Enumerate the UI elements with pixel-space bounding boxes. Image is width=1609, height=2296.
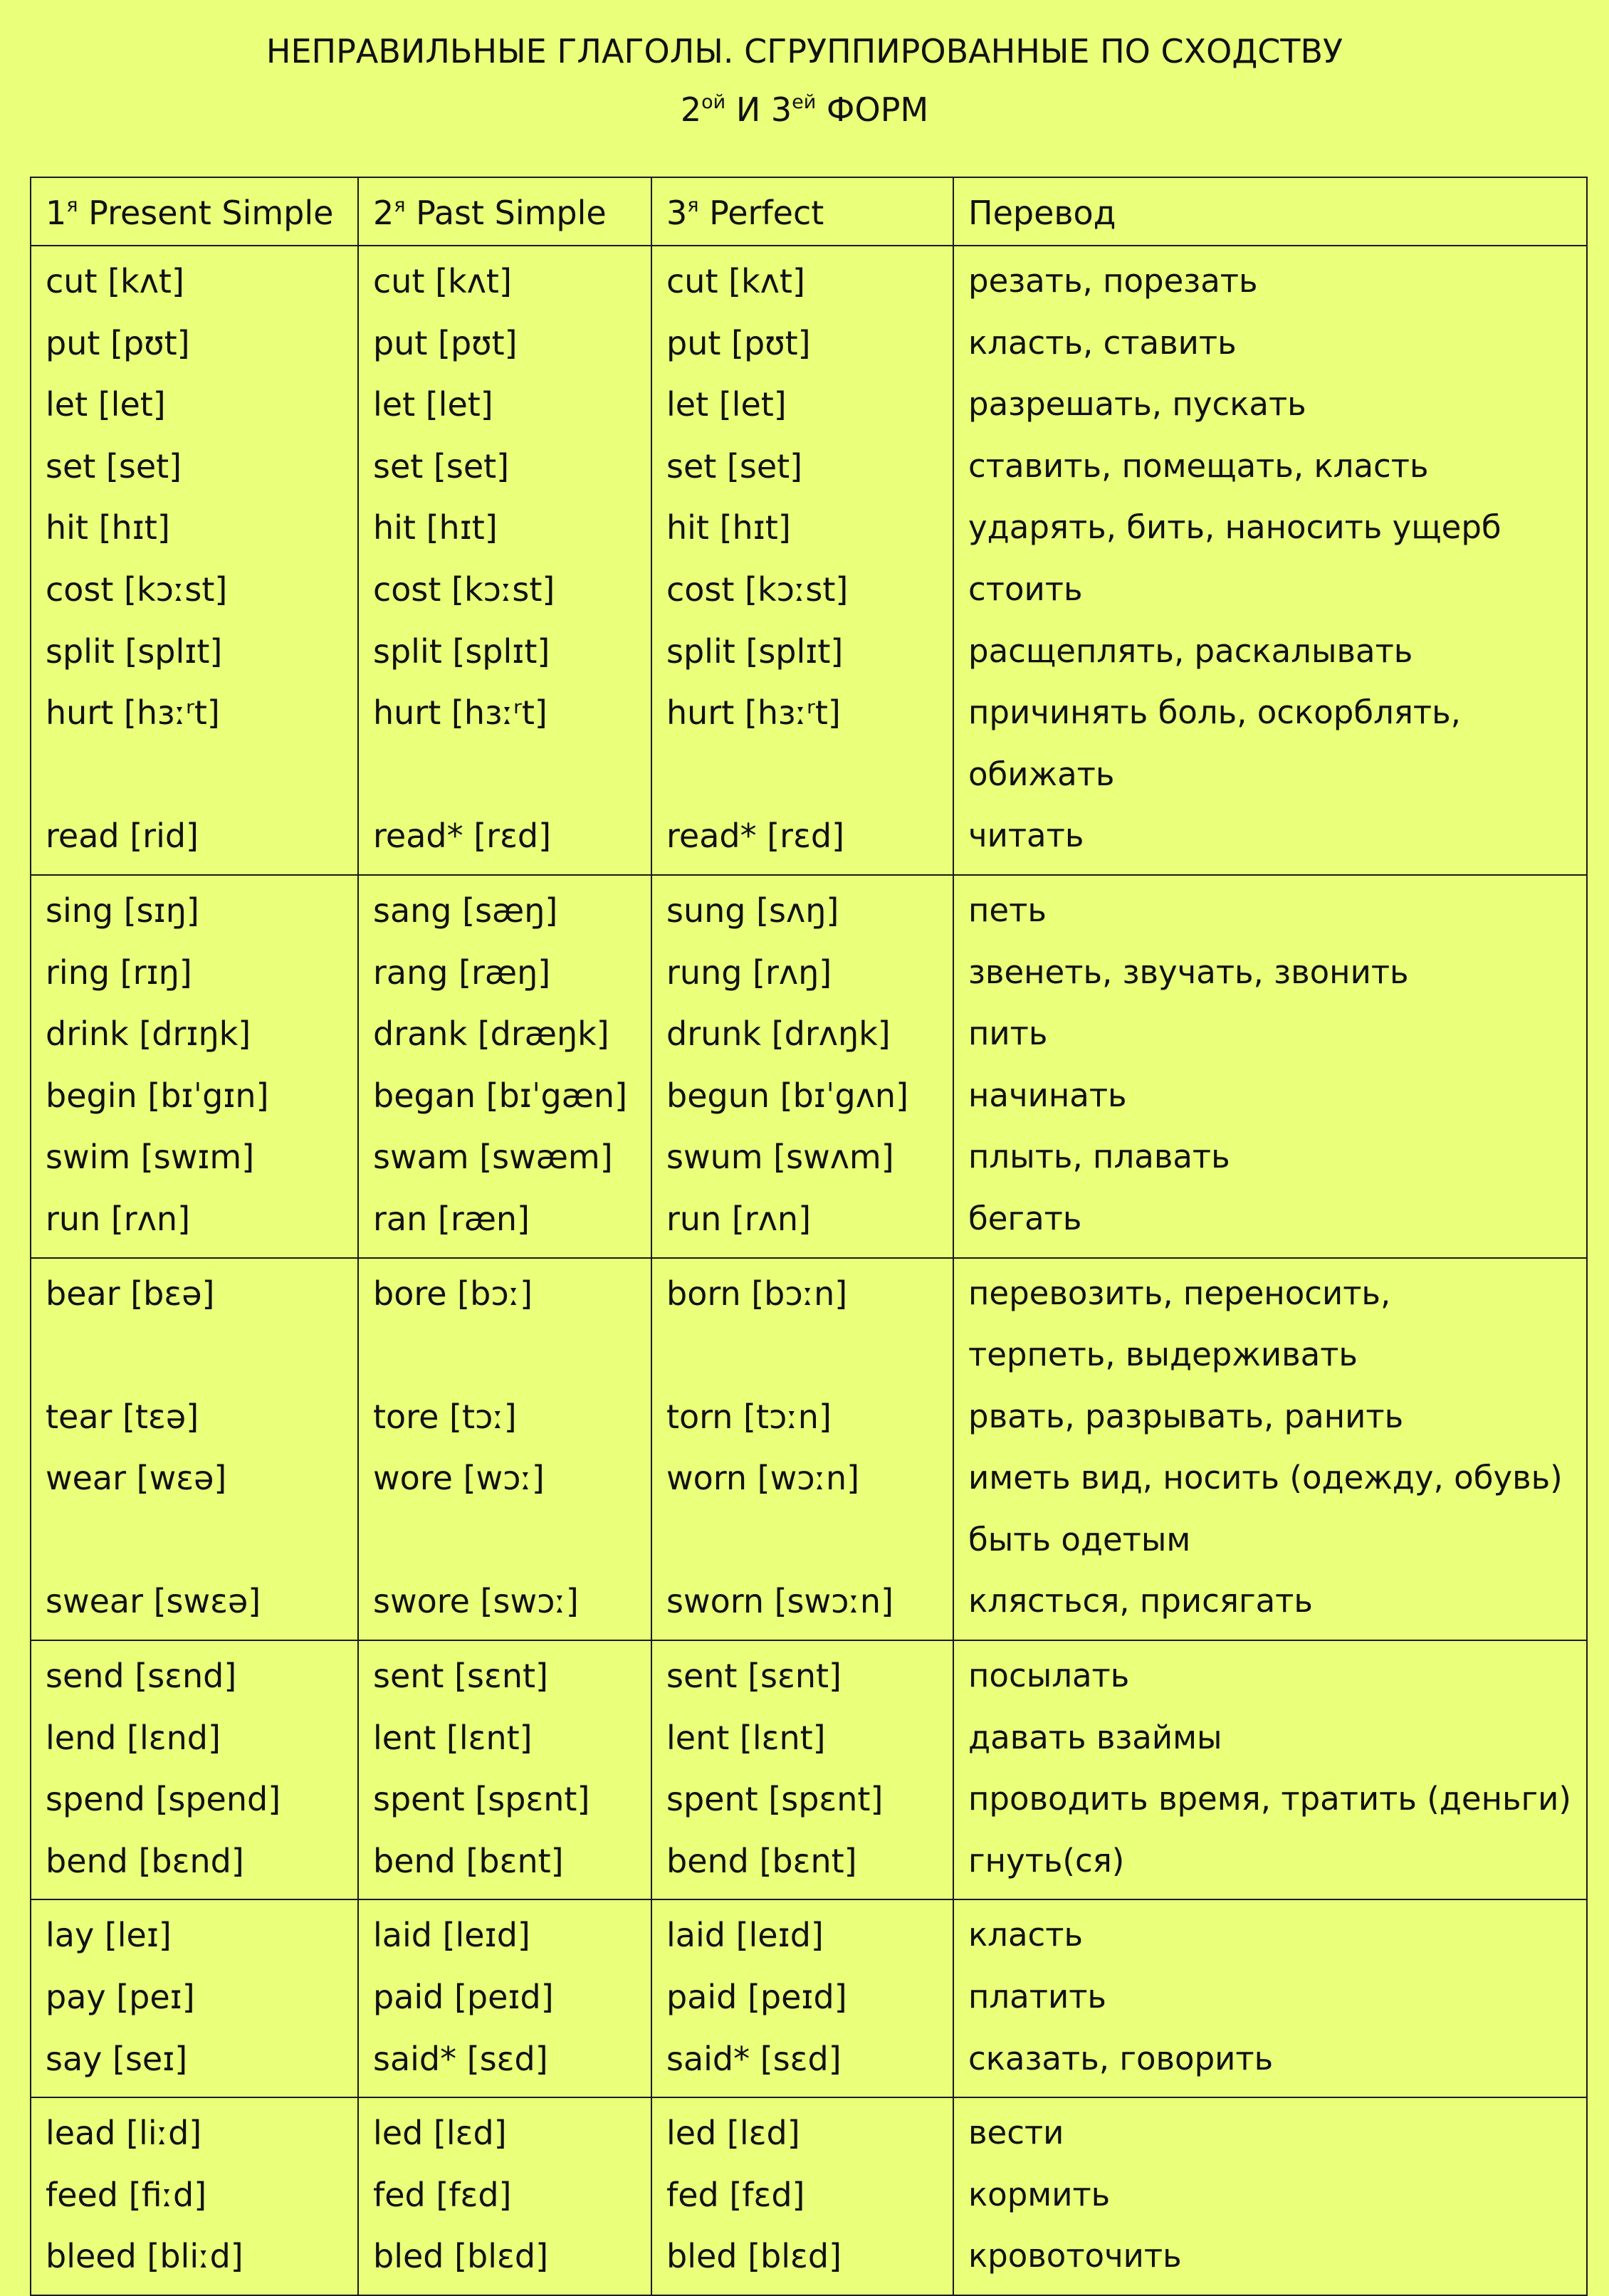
subtitle-superscript: ой (701, 91, 726, 113)
verb-form: hurt [hɜːʳt] (373, 693, 547, 733)
verb-form: hit [hɪt] (373, 508, 498, 547)
translation-text: ставить, помещать, класть (968, 446, 1429, 485)
table-row (31, 246, 1587, 875)
translation-text: иметь вид, носить (одежду, обувь) (968, 1459, 1563, 1497)
verb-form: begun [bɪˈgʌn] (666, 1076, 909, 1115)
verb-form: split [splɪt] (373, 631, 550, 671)
table-row (31, 1899, 1587, 2097)
translation-text: плыть, плавать (968, 1138, 1230, 1176)
verb-form: sent [sɛnt] (666, 1657, 842, 1696)
translation-text: стоить (968, 570, 1083, 608)
verb-form: said* [sɛd] (666, 2039, 842, 2078)
verb-form: bore [bɔː] (373, 1274, 533, 1313)
verb-form: sang [sæŋ] (373, 891, 558, 930)
translation-text: класть (968, 1916, 1083, 1954)
translation-text: рвать, разрывать, ранить (968, 1397, 1404, 1435)
translation-text: ударять, бить, наносить ущерб (968, 508, 1501, 547)
verb-form: drunk [drʌŋk] (666, 1015, 891, 1054)
verb-form: begin [bɪˈgɪn] (46, 1076, 269, 1115)
subtitle-part: ФОРМ (816, 90, 929, 129)
translation-cell (953, 1640, 1587, 1899)
translation-text: гнуть(ся) (968, 1841, 1125, 1880)
header-label: Past Simple (405, 194, 607, 232)
verb-form: laid [leɪd] (666, 1916, 824, 1955)
translation-text: проводить время, тратить (деньги) (968, 1780, 1571, 1818)
past-simple-cell (358, 1258, 651, 1641)
table-row (31, 875, 1587, 1258)
verb-form: lend [lɛnd] (46, 1718, 221, 1757)
verb-form: read* [rɛd] (373, 817, 552, 856)
verb-form: set [set] (666, 446, 803, 486)
perfect-cell (651, 875, 953, 1258)
past-simple-cell (358, 2097, 651, 2295)
verb-form: rang [ræŋ] (373, 953, 551, 992)
verb-form: let [let] (373, 385, 493, 424)
perfect-cell (651, 2097, 953, 2295)
past-simple-cell (358, 875, 651, 1258)
verb-form: bend [bɛnt] (666, 1841, 857, 1880)
verb-form: sent [sɛnt] (373, 1657, 548, 1696)
verb-form: tear [tɛə] (46, 1397, 199, 1436)
verb-form: fed [fɛd] (666, 2175, 805, 2214)
verb-form: split [splɪt] (46, 631, 223, 671)
verb-form: let [let] (46, 385, 166, 424)
present-simple-cell (31, 1640, 358, 1899)
perfect-cell (651, 1258, 953, 1641)
translation-text: начинать (968, 1076, 1127, 1114)
translation-text: платить (968, 1978, 1106, 2016)
verbs-table (30, 177, 1588, 2296)
verb-form: split [splɪt] (666, 631, 844, 671)
verb-form: began [bɪˈgæn] (373, 1076, 628, 1115)
verb-form: bled [blɛd] (373, 2237, 549, 2276)
translation-text: кормить (968, 2175, 1111, 2213)
verb-form: hit [hɪt] (46, 508, 170, 547)
translation-text: звенеть, звучать, звонить (968, 953, 1409, 991)
verb-form: swim [swɪm] (46, 1138, 255, 1177)
translation-cell (953, 1258, 1587, 1641)
verb-form: cost [kɔːst] (373, 570, 555, 609)
verb-form: laid [leɪd] (373, 1916, 530, 1955)
verb-form: pay [peɪ] (46, 1978, 195, 2017)
header-superscript: я (66, 194, 78, 216)
translation-text: кровоточить (968, 2237, 1182, 2275)
translation-cell (953, 1899, 1587, 2097)
verb-form: lent [lɛnt] (373, 1718, 533, 1757)
present-simple-cell (31, 246, 358, 875)
verb-form: hurt [hɜːʳt] (46, 693, 220, 733)
header-label: Present Simple (78, 194, 334, 232)
present-simple-cell (31, 875, 358, 1258)
verb-form: sung [sʌŋ] (666, 891, 839, 930)
translation-cell (953, 246, 1587, 875)
verb-form: led [lɛd] (373, 2114, 507, 2153)
verb-form: ran [ræn] (373, 1199, 530, 1238)
header-translation: Перевод (953, 177, 1587, 246)
verb-form: bear [bɛə] (46, 1274, 215, 1313)
past-simple-cell (358, 1899, 651, 2097)
page-subtitle (0, 88, 1609, 131)
translation-text: перевозить, переносить, (968, 1274, 1391, 1312)
verb-form: bleed [bliːd] (46, 2237, 243, 2276)
verb-form: bend [bɛnt] (373, 1841, 564, 1880)
translation-text: бегать (968, 1199, 1082, 1237)
past-simple-cell (358, 1640, 651, 1899)
translation-text: давать взаймы (968, 1718, 1222, 1756)
translation-text: читать (968, 817, 1084, 855)
verb-form: sing [sɪŋ] (46, 891, 199, 930)
page-title: НЕПРАВИЛЬНЫЕ ГЛАГОЛЫ. СГРУППИРОВАННЫЕ ПО СХОДСТВУ (266, 32, 1343, 70)
translation-text: пить (968, 1015, 1048, 1053)
verb-form: send [sɛnd] (46, 1657, 237, 1696)
verb-form: fed [fɛd] (373, 2175, 512, 2214)
verb-form: feed [fiːd] (46, 2175, 207, 2214)
translation-text: разрешать, пускать (968, 385, 1306, 424)
verb-form: put [pʊt] (373, 323, 518, 362)
table-row (31, 1258, 1587, 1641)
verb-form: swore [swɔː] (373, 1582, 579, 1621)
verb-form: said* [sɛd] (373, 2039, 548, 2078)
subtitle-part: И 3 (725, 90, 792, 129)
present-simple-cell (31, 1258, 358, 1641)
verb-form: led [lɛd] (666, 2114, 800, 2153)
verb-form: spent [spɛnt] (666, 1780, 884, 1819)
table-row (31, 1640, 1587, 1899)
translation-text: резать, порезать (968, 262, 1258, 300)
translation-text: терпеть, выдерживать (968, 1336, 1358, 1374)
verb-form: cost [kɔːst] (46, 570, 228, 609)
header-label: Perfect (698, 194, 824, 232)
verb-form: swam [swæm] (373, 1138, 613, 1177)
verb-form: set [set] (373, 446, 510, 486)
perfect-cell (651, 1640, 953, 1899)
verb-form: bend [bɛnd] (46, 1841, 244, 1880)
translation-text: клясться, присягать (968, 1582, 1313, 1620)
verb-form: put [pʊt] (46, 323, 190, 362)
translation-cell (953, 875, 1587, 1258)
verb-form: spend [spend] (46, 1780, 281, 1819)
verb-form: set [set] (46, 446, 182, 486)
verb-form: wear [wɛə] (46, 1459, 227, 1498)
translation-text: обижать (968, 755, 1115, 793)
verb-form: cut [kʌt] (373, 262, 512, 300)
verb-form: let [let] (666, 385, 787, 424)
present-simple-cell (31, 1899, 358, 2097)
verb-form: say [seɪ] (46, 2039, 188, 2078)
verb-form: worn [wɔːn] (666, 1459, 860, 1498)
translation-text: расщеплять, раскалывать (968, 631, 1413, 670)
verb-form: run [rʌn] (46, 1199, 191, 1238)
table-header-row (31, 177, 1587, 246)
verb-form: drank [dræŋk] (373, 1015, 609, 1054)
verb-form: cut [kʌt] (46, 262, 184, 300)
verb-form: hit [hɪt] (666, 508, 791, 547)
verb-form: ring [rɪŋ] (46, 953, 192, 992)
header-perfect (651, 177, 953, 246)
translation-cell (953, 2097, 1587, 2295)
verb-form: born [bɔːn] (666, 1274, 848, 1313)
translation-text: класть, ставить (968, 323, 1237, 362)
header-number: 3 (666, 194, 688, 232)
verb-form: torn [tɔːn] (666, 1397, 832, 1436)
verb-form: bled [blɛd] (666, 2237, 842, 2276)
verb-form: run [rʌn] (666, 1199, 812, 1238)
verb-form: sworn [swɔːn] (666, 1582, 894, 1621)
verb-form: hurt [hɜːʳt] (666, 693, 841, 733)
header-superscript: я (394, 194, 406, 216)
verb-form: swear [swɛə] (46, 1582, 261, 1621)
header-present-simple (31, 177, 358, 246)
verb-form: read* [rɛd] (666, 817, 845, 856)
subtitle-part: 2 (680, 90, 702, 129)
translation-text: вести (968, 2114, 1064, 2152)
verb-form: tore [tɔː] (373, 1397, 517, 1436)
subtitle-superscript: ей (792, 91, 817, 113)
verb-form: lead [liːd] (46, 2114, 202, 2153)
translation-text: сказать, говорить (968, 2039, 1274, 2077)
verb-form: rung [rʌŋ] (666, 953, 832, 992)
perfect-cell (651, 246, 953, 875)
verb-form: paid [peɪd] (666, 1978, 847, 2017)
past-simple-cell (358, 246, 651, 875)
table-row (31, 2097, 1587, 2295)
present-simple-cell (31, 2097, 358, 2295)
verb-form: spent [spɛnt] (373, 1780, 590, 1819)
verb-form: paid [peɪd] (373, 1978, 554, 2017)
header-past-simple (358, 177, 651, 246)
verb-form: lent [lɛnt] (666, 1718, 826, 1757)
header-number: 1 (46, 194, 67, 232)
translation-text: посылать (968, 1657, 1130, 1695)
header-superscript: я (687, 194, 699, 216)
verb-form: read [rid] (46, 817, 199, 856)
verb-form: lay [leɪ] (46, 1916, 172, 1955)
header-number: 2 (373, 194, 394, 232)
verb-form: wore [wɔː] (373, 1459, 545, 1498)
verb-form: swum [swʌm] (666, 1138, 894, 1177)
verb-form: drink [drɪŋk] (46, 1015, 251, 1054)
translation-text: причинять боль, оскорблять, (968, 693, 1461, 732)
translation-text: петь (968, 891, 1047, 929)
translation-text: быть одетым (968, 1520, 1191, 1558)
verb-form: put [pʊt] (666, 323, 811, 362)
verb-form: cost [kɔːst] (666, 570, 849, 609)
perfect-cell (651, 1899, 953, 2097)
verb-form: cut [kʌt] (666, 262, 805, 300)
